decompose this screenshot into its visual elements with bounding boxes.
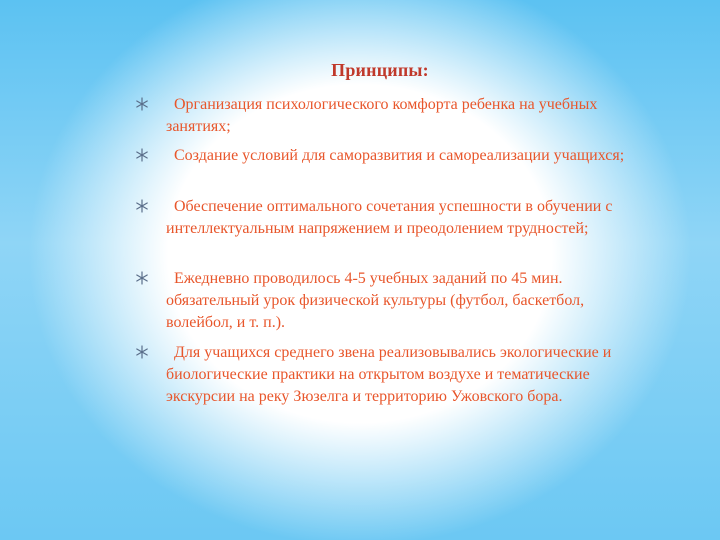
bullet-text: Создание условий для саморазвития и самореализации учащихся; bbox=[174, 147, 625, 164]
bullet-text: Обеспечение оптимального сочетания успешности в обучении с интеллектуальным напряжением и преодолением трудностей; bbox=[166, 198, 613, 237]
asterisk-icon bbox=[135, 148, 149, 162]
bullet-text: Для учащихся среднего звена реализовывались экологические и биологические практики на открытом воздухе и тематические экскурсии на реку Зюзелга и территорию Ужовского бора. bbox=[166, 344, 612, 405]
asterisk-icon bbox=[135, 97, 149, 111]
asterisk-icon bbox=[135, 345, 149, 359]
bullet-text: Организация психологического комфорта ребенка на учебных занятиях; bbox=[166, 96, 598, 135]
bullet-text: Ежедневно проводилось 4-5 учебных заданий по 45 мин. обязательный урок физической культуры (футбол, баскетбол, волейбол, и т. п.). bbox=[166, 270, 585, 331]
slide-title: Принципы: bbox=[331, 60, 429, 80]
asterisk-icon bbox=[135, 199, 149, 213]
asterisk-icon bbox=[135, 271, 149, 285]
